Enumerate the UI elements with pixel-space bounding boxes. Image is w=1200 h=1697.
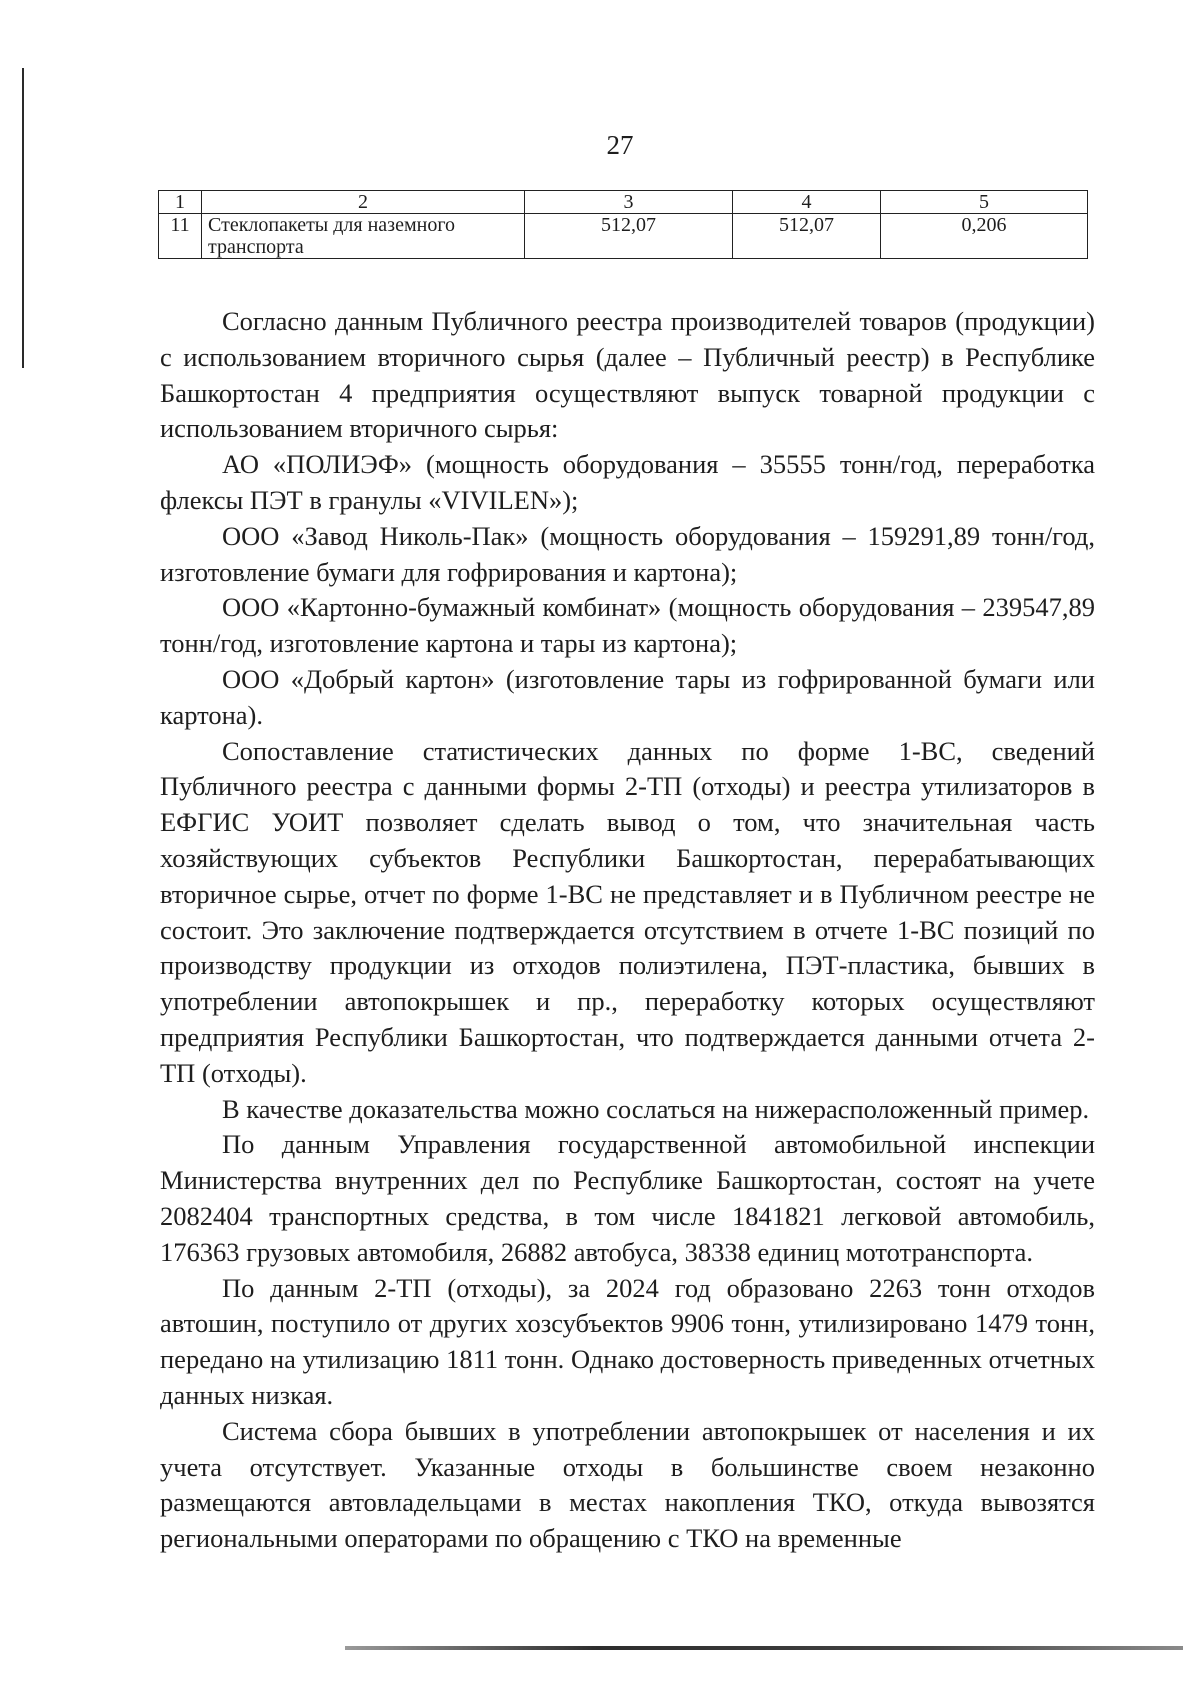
paragraph: Согласно данным Публичного реестра производителей товаров (продукции) с использованием вторичного сырья (далее – Публичный реестр) в Республике Башкортостан 4 предприятия осуществляют выпуск товарной продукции с использованием вторичного сырья:: [160, 306, 1095, 444]
table-header-cell: 2: [202, 191, 525, 214]
paragraph: В качестве доказательства можно сослаться на нижерасположенный пример.: [222, 1093, 1090, 1124]
table-header-cell: 3: [525, 191, 733, 214]
paragraph: Сопоставление статистических данных по форме 1-ВС, сведений Публичного реестра с данными формы 2-ТП (отходы) и реестра утилизаторов в ЕФГИС УОИТ позволяет сделать вывод о том, что значительная часть хозяйствующих субъектов Республики Башкортостан, перерабатывающих вторичное сырье, отчет по форме 1-ВС не представляет и в Публичном реестре не состоит. Это заключение подтверждается отсутствием в отчете 1-ВС позиций по производству продукции из отходов полиэтилена, ПЭТ-пластика, бывших в употреблении автопокрышек и пр., переработку которых осуществляют предприятия Республики Башкортостан, что подтверждается данными отчета 2-ТП (отходы).: [160, 735, 1095, 1088]
table-row: [159, 214, 1088, 259]
table-cell: 512,07: [525, 214, 733, 259]
paragraph: По данным Управления государственной автомобильной инспекции Министерства внутренних дел по Республике Башкортостан, состоят на учете 2082404 транспортных средства, в том числе 1841821 легковой автомобиль, 176363 грузовых автомобиля, 26882 автобуса, 38338 единиц мототранспорта.: [160, 1129, 1095, 1267]
table-header-cell: 1: [159, 191, 202, 214]
table-cell: 0,206: [881, 214, 1088, 259]
table-header-cell: 5: [881, 191, 1088, 214]
data-table: [158, 190, 1088, 259]
scan-margin-line: [22, 68, 24, 368]
paragraph: АО «ПОЛИЭФ» (мощность оборудования – 35555 тонн/год, переработка флексы ПЭТ в гранулы «VIVILEN»);: [160, 449, 1095, 515]
table-header-row: [159, 191, 1088, 214]
paragraph: ООО «Завод Николь-Пак» (мощность оборудования – 159291,89 тонн/год, изготовление бумаги для гофрирования и картона);: [160, 520, 1095, 587]
paragraph: ООО «Картонно-бумажный комбинат» (мощность оборудования – 239547,89 тонн/год, изготовление картона и тары из картона);: [160, 592, 1095, 659]
table-header-cell: 4: [733, 191, 881, 214]
table-cell: Стеклопакеты для наземного транспорта: [202, 214, 525, 259]
paragraph: ООО «Добрый картон» (изготовление тары из гофрированной бумаги или картона).: [160, 663, 1095, 730]
paragraph: По данным 2-ТП (отходы), за 2024 год образовано 2263 тонн отходов автошин, поступило от других хозсубъектов 9906 тонн, утилизировано 1479 тонн, передано на утилизацию 1811 тонн. Однако достоверность приведенных отчетных данных низкая.: [160, 1272, 1095, 1410]
table-cell: 512,07: [733, 214, 881, 259]
page-number: 27: [606, 130, 634, 160]
scan-bottom-line: [345, 1646, 1183, 1650]
body-text: [160, 304, 1095, 1557]
paragraph: Система сбора бывших в употреблении автопокрышек от населения и их учета отсутствует. Указанные отходы в большинстве своем незаконно размещаются автовладельцами в местах накопления ТКО, откуда вывозятся региональными операторами по обращению с ТКО на временные: [160, 1415, 1095, 1554]
table-cell: 11: [159, 214, 202, 259]
